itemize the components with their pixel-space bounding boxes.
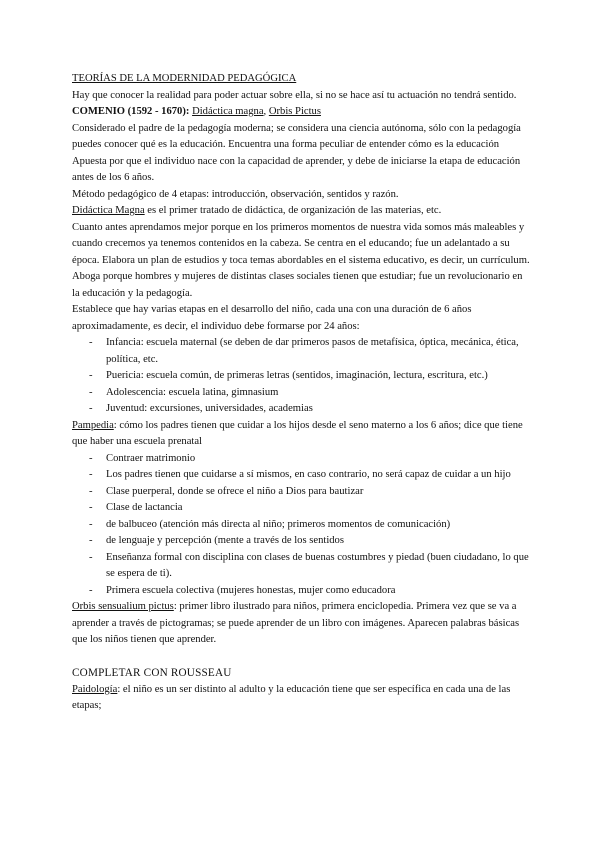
paragraph-metodo: Método pedagógico de 4 etapas: introducción, observación, sentidos y razón. <box>72 188 399 200</box>
list-item: - Puericia: escuela común, de primeras letras (sentidos, imaginación, lectura, escritura, etc.) <box>72 368 532 385</box>
pampedia-text: : cómo los padres tienen que cuidar a los hijos desde el seno materno a los 6 años; dice que tiene que haber una escuela prenatal <box>72 419 523 447</box>
list-item: - de balbuceo (atención más directa al niño; primeros momentos de comunicación) <box>72 517 532 534</box>
list-item: - Juventud: excursiones, universidades, academias <box>72 401 532 418</box>
list-item: - Clase puerperal, donde se ofrece el niño a Dios para bautizar <box>72 484 532 501</box>
paragraph-orbis <box>72 599 532 649</box>
document-page <box>72 71 532 715</box>
didactica-magna-text: es el primer tratado de didáctica, de organización de las materias, etc. <box>144 205 442 216</box>
paragraph-paidologia <box>72 682 532 715</box>
paragraph-pampedia <box>72 418 532 451</box>
term-didactica-magna: Didáctica Magna <box>72 205 145 216</box>
paragraph-capacidad-aprender: Apuesta por que el individuo nace con la capacidad de aprender, y debe de iniciarse la etapa de educación antes de los 6 años. <box>72 155 521 183</box>
intro-paragraph: Hay que conocer la realidad para poder actuar sobre ella, si no se hace así tu actuación no tendrá sentido. <box>72 89 517 101</box>
term-pampedia: Pampedia <box>72 419 114 431</box>
section-gap <box>72 649 532 665</box>
list-item: - Adolescencia: escuela latina, gimnasium <box>72 385 532 402</box>
orbis-text: : primer libro ilustrado para niños, primera enciclopedia. Primera vez que se va a aprender a través de pictogramas; se puede aprender de un libro con imágenes. Aparecen palabras básicas que los niños tienen que aprender. <box>72 601 520 645</box>
list-item: - Los padres tienen que cuidarse a sí mismos, en caso contrario, no será capaz de cuidar a un hijo <box>72 467 532 484</box>
comenio-heading-line <box>72 104 532 121</box>
list-item: - Clase de lactancia <box>72 500 532 517</box>
list-item: - Primera escuela colectiva (mujeres honestas, mujer como educadora <box>72 583 532 600</box>
etapas-list <box>72 335 532 418</box>
paragraph-didactica-magna <box>72 203 532 220</box>
list-item: - Enseñanza formal con disciplina con clases de buenas costumbres y piedad (buen ciudadano, lo que se espera de ti). <box>72 550 532 583</box>
paragraph-etapas: Establece que hay varias etapas en el desarrollo del niño, cada una con una duración de 6 años aproximadamente, es decir, el individuo debe formarse por 24 años: <box>72 304 472 332</box>
work-orbis-pictus: Orbis Pictus <box>268 106 321 117</box>
document-title: TEORÍAS DE LA MODERNIDAD PEDAGÓGICA <box>72 73 297 84</box>
work-didactica-magna: Didáctica magna <box>192 106 264 117</box>
list-item: - de lenguaje y percepción (mente a través de los sentidos <box>72 533 532 550</box>
rousseau-heading: COMPLETAR CON ROUSSEAU <box>72 666 232 679</box>
paragraph-padre-pedagogia: Considerado el padre de la pedagogía moderna; se considera una ciencia autónoma, sólo con la pedagogía puedes conocer qué es la educación. Encuentra una forma peculiar de entender cómo es la educación <box>72 122 521 150</box>
term-orbis-sensualium-pictus: Orbis sensualium pictus <box>72 601 174 612</box>
works-separator: , <box>263 106 267 117</box>
list-item: - Infancia: escuela maternal (se deben de dar primeros pasos de metafísica, óptica, mecánica, ética, política, etc. <box>72 335 532 368</box>
paragraph-cuanto-antes: Cuanto antes aprendamos mejor porque en los primeros momentos de nuestra vida somos más maleables y cuando crecemos ya tenemos contenidos en la cabeza. Se centra en el educando; fue un adelantado a su época. Elabora un plan de estudios y toca temas abordables en el sistema educativo, es decir, un currículum. Aboga porque hombres y mujeres de distintas clases sociales tienen que estudiar; fue un revolucionario en la educación y la pedagogía. <box>72 221 530 299</box>
list-item: - Contraer matrimonio <box>72 451 532 468</box>
comenio-heading: COMENIO (1592 - 1670): <box>72 106 190 117</box>
term-paidologia: Paidología <box>72 683 118 695</box>
paidologia-text: : el niño es un ser distinto al adulto y la educación tiene que ser específica en cada una de las etapas; <box>72 683 511 711</box>
pampedia-list <box>72 451 532 600</box>
